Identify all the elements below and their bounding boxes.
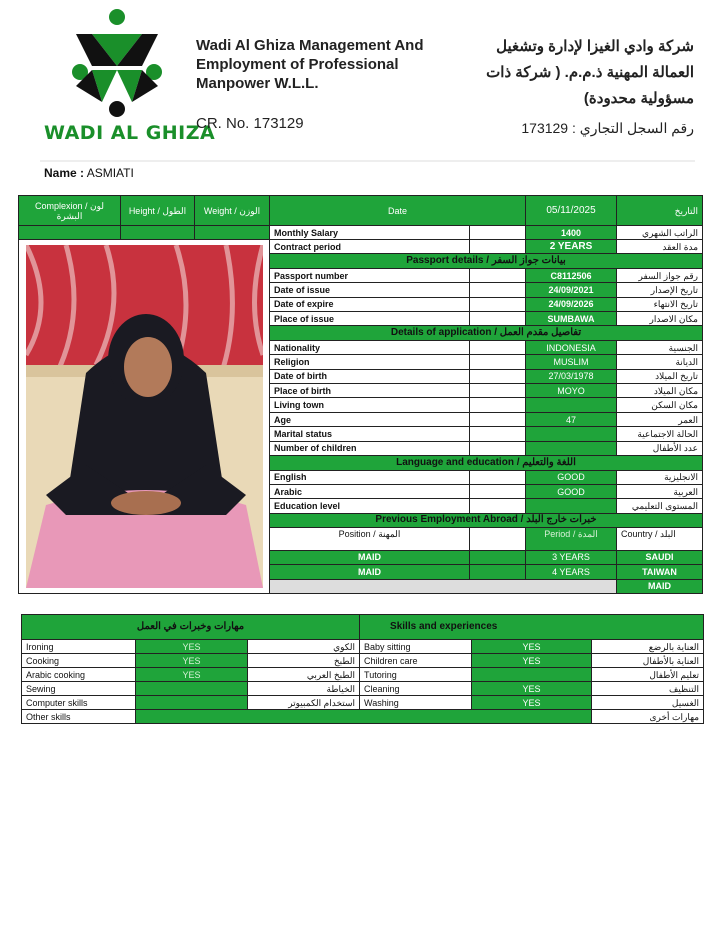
skill-left-value — [136, 696, 248, 710]
candidate-name — [44, 166, 134, 180]
skill-left-label-ar: الطبخ — [248, 654, 360, 668]
language-label-ar: المستوى التعليمي — [617, 499, 703, 513]
passport-label-ar: تاريخ الإصدار — [617, 283, 703, 297]
language-label: Education level — [270, 499, 470, 513]
skill-left-label: Ironing — [22, 640, 136, 654]
candidate-photo — [26, 245, 263, 588]
passport-spacer — [470, 268, 526, 282]
contract-label: Contract period — [270, 240, 470, 254]
application-value: 27/03/1978 — [526, 369, 617, 383]
skill-right-value — [472, 668, 592, 682]
date-label-ar: التاريخ — [617, 196, 703, 226]
passport-label: Date of issue — [270, 283, 470, 297]
skill-right-value: YES — [472, 640, 592, 654]
employment-position: MAID — [270, 565, 470, 579]
salary-label-ar: الراتب الشهري — [617, 226, 703, 240]
date-value: 05/11/2025 — [526, 196, 617, 226]
contract-value: 2 YEARS — [526, 240, 617, 254]
brand-name: WADI AL GHIZA — [44, 122, 216, 144]
skill-left-value — [136, 682, 248, 696]
skill-right-label-ar: تعليم الأطفال — [592, 668, 704, 682]
passport-label: Date of expire — [270, 297, 470, 311]
application-label: Number of children — [270, 441, 470, 455]
skills-title-ar: مهارات وخبرات في العمل — [22, 615, 360, 640]
weight-value — [195, 226, 270, 240]
height-value — [121, 226, 195, 240]
application-label-ar: الديانة — [617, 355, 703, 369]
skill-left-label: Cooking — [22, 654, 136, 668]
contract-row — [19, 240, 703, 254]
language-spacer — [470, 499, 526, 513]
language-value: GOOD — [526, 470, 617, 484]
skill-right-label: Children care — [360, 654, 472, 668]
passport-spacer — [470, 283, 526, 297]
skill-row — [22, 696, 704, 710]
employment-spacer — [470, 528, 526, 551]
skill-right-label: Baby sitting — [360, 640, 472, 654]
employment-section-title: Previous Employment Abroad / خبرات خارج البلد — [270, 513, 703, 527]
date-header: Date — [270, 196, 526, 226]
passport-section-title: Passport details / بيانات جواز السفر — [270, 254, 703, 268]
skill-left-value: YES — [136, 668, 248, 682]
contract-label-ar: مدة العقد — [617, 240, 703, 254]
height-header: Height / الطول — [121, 196, 195, 226]
skill-left-value: YES — [136, 640, 248, 654]
candidate-photo-cell — [19, 240, 270, 594]
skill-left-label-ar: الكوي — [248, 640, 360, 654]
skill-row — [22, 668, 704, 682]
application-label-ar: الحالة الاجتماعية — [617, 427, 703, 441]
skill-row — [22, 654, 704, 668]
skill-right-label-ar: العناية بالأطفال — [592, 654, 704, 668]
passport-spacer — [470, 297, 526, 311]
application-value: INDONESIA — [526, 340, 617, 354]
position-header: Position / المهنة — [270, 528, 470, 551]
application-spacer — [470, 340, 526, 354]
passport-value: 24/09/2026 — [526, 297, 617, 311]
application-label: Religion — [270, 355, 470, 369]
country-header: Country / البلد — [617, 528, 703, 551]
skill-right-label: Tutoring — [360, 668, 472, 682]
passport-value: 24/09/2021 — [526, 283, 617, 297]
salary-value: 1400 — [526, 226, 617, 240]
cr-number-en: CR. No. 173129 — [196, 115, 304, 132]
skill-right-value: YES — [472, 654, 592, 668]
passport-value: C8112506 — [526, 268, 617, 282]
passport-label-ar: تاريخ الانتهاء — [617, 297, 703, 311]
other-skills-label-ar: مهارات أخرى — [592, 710, 704, 724]
application-value — [526, 427, 617, 441]
skills-title-en: Skills and experiences — [360, 615, 704, 640]
application-label: Date of birth — [270, 369, 470, 383]
application-value: MUSLIM — [526, 355, 617, 369]
skill-left-label-ar: الطبخ العربي — [248, 668, 360, 682]
skill-left-label-ar: استخدام الكمبيوتر — [248, 696, 360, 710]
skill-left-value: YES — [136, 654, 248, 668]
cr-number-ar: رقم السجل التجاري : 173129 — [521, 120, 694, 136]
passport-spacer — [470, 312, 526, 326]
application-value: 47 — [526, 412, 617, 426]
employment-period: 4 YEARS — [526, 565, 617, 579]
language-section-title: Language and education / اللغة والتعليم — [270, 456, 703, 470]
application-spacer — [470, 427, 526, 441]
employment-spacer — [470, 565, 526, 579]
language-value — [526, 499, 617, 513]
language-value: GOOD — [526, 484, 617, 498]
passport-value: SUMBAWA — [526, 312, 617, 326]
application-label-ar: عدد الأطفال — [617, 441, 703, 455]
employment-position: MAID — [617, 579, 703, 593]
application-label-ar: مكان الميلاد — [617, 384, 703, 398]
top-header-row — [19, 196, 703, 226]
salary-row — [19, 226, 703, 240]
application-label: Marital status — [270, 427, 470, 441]
skill-left-label: Computer skills — [22, 696, 136, 710]
company-name-ar: شركة وادي الغيزا لإدارة وتشغيل العمالة المهنية ذ.م.م. ( شركة ذات مسؤولية محدودة) — [486, 38, 694, 107]
skill-left-label: Arabic cooking — [22, 668, 136, 682]
application-label-ar: مكان السكن — [617, 398, 703, 412]
cv-main-table — [18, 195, 703, 594]
application-spacer — [470, 384, 526, 398]
language-label: Arabic — [270, 484, 470, 498]
application-spacer — [470, 398, 526, 412]
passport-label: Passport number — [270, 268, 470, 282]
skill-right-label-ar: الغسيل — [592, 696, 704, 710]
salary-spacer — [470, 226, 526, 240]
application-spacer — [470, 441, 526, 455]
skills-header-row — [22, 615, 704, 640]
application-label: Living town — [270, 398, 470, 412]
skill-row — [22, 682, 704, 696]
language-label-ar: العربية — [617, 484, 703, 498]
application-label: Place of birth — [270, 384, 470, 398]
company-name-en: Wadi Al Ghiza Management And Employment of Professional Manpower W.L.L. — [196, 37, 424, 92]
passport-label-ar: رقم جواز السفر — [617, 268, 703, 282]
skill-left-label-ar: الخياطة — [248, 682, 360, 696]
complexion-value — [19, 226, 121, 240]
application-label: Age — [270, 412, 470, 426]
application-spacer — [470, 369, 526, 383]
skill-right-label-ar: العناية بالرضع — [592, 640, 704, 654]
application-section-title: Details of application / تفاصيل مقدم العمل — [270, 326, 703, 340]
language-label: English — [270, 470, 470, 484]
skill-right-label-ar: التنظيف — [592, 682, 704, 696]
company-logo — [62, 6, 172, 118]
skill-right-value: YES — [472, 696, 592, 710]
period-header: Period / المدة — [526, 528, 617, 551]
other-skills-row — [22, 710, 704, 724]
header-divider — [40, 160, 695, 162]
passport-label: Place of issue — [270, 312, 470, 326]
name-label: Name : — [44, 166, 85, 180]
skill-left-label: Sewing — [22, 682, 136, 696]
application-label: Nationality — [270, 340, 470, 354]
application-value — [526, 441, 617, 455]
skill-row — [22, 640, 704, 654]
name-value: ASMIATI — [86, 166, 134, 180]
application-value — [526, 398, 617, 412]
employment-country: TAIWAN — [617, 565, 703, 579]
other-skills-value — [136, 710, 592, 724]
application-spacer — [470, 355, 526, 369]
employment-spacer — [470, 550, 526, 564]
skill-right-label: Cleaning — [360, 682, 472, 696]
employment-position: MAID — [270, 550, 470, 564]
language-spacer — [470, 484, 526, 498]
employment-country: SAUDI — [617, 550, 703, 564]
employment-period: 3 YEARS — [526, 550, 617, 564]
application-label-ar: الجنسية — [617, 340, 703, 354]
complexion-header: Complexion / لون البشرة — [19, 196, 121, 226]
contract-spacer — [470, 240, 526, 254]
application-label-ar: تاريخ الميلاد — [617, 369, 703, 383]
passport-label-ar: مكان الاصدار — [617, 312, 703, 326]
skill-right-value: YES — [472, 682, 592, 696]
language-label-ar: الانجليزية — [617, 470, 703, 484]
application-value: MOYO — [526, 384, 617, 398]
skills-table — [21, 614, 704, 724]
weight-header: Weight / الوزن — [195, 196, 270, 226]
application-spacer — [470, 412, 526, 426]
photo-footer — [270, 579, 617, 593]
application-label-ar: العمر — [617, 412, 703, 426]
salary-label: Monthly Salary — [270, 226, 470, 240]
skill-right-label: Washing — [360, 696, 472, 710]
language-spacer — [470, 470, 526, 484]
other-skills-label: Other skills — [22, 710, 136, 724]
